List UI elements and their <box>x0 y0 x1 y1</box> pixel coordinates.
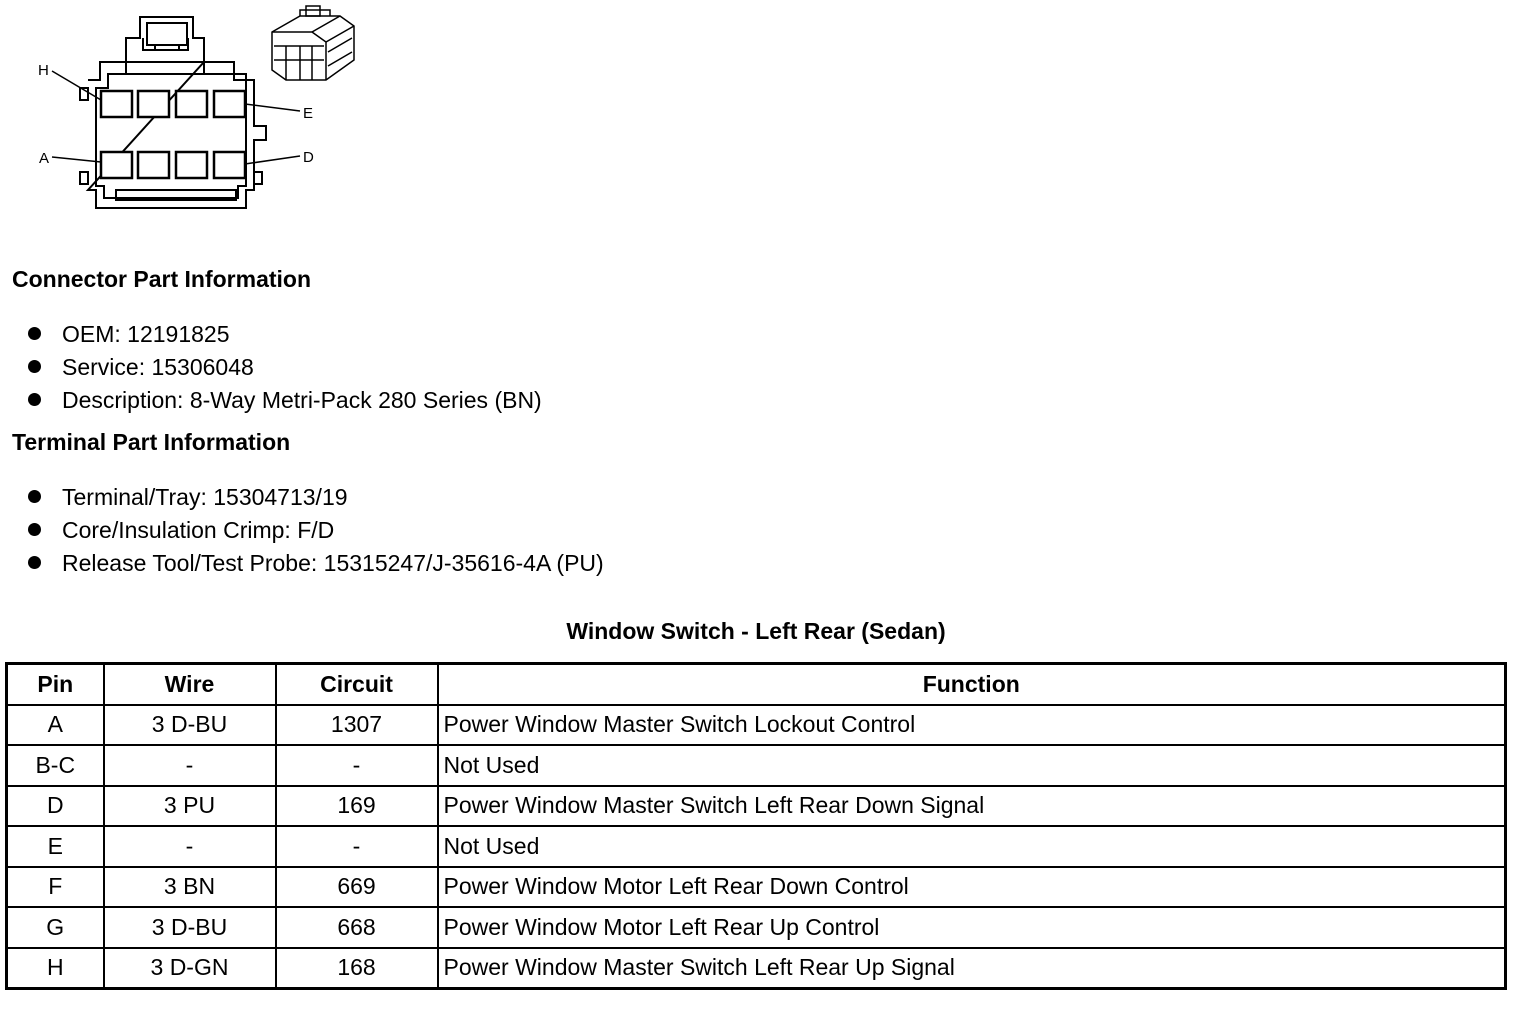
cell-function: Power Window Motor Left Rear Up Control <box>438 907 1506 948</box>
header-wire: Wire <box>104 664 276 705</box>
cell-circuit: 669 <box>276 867 438 908</box>
list-item: Service: 15306048 <box>28 351 542 384</box>
cell-pin: B-C <box>7 745 104 786</box>
cell-wire: - <box>104 826 276 867</box>
cell-function: Power Window Master Switch Left Rear Up Signal <box>438 948 1506 989</box>
cell-circuit: 1307 <box>276 705 438 746</box>
terminal-info-title: Terminal Part Information <box>12 429 291 455</box>
bullet-icon <box>28 393 41 406</box>
cell-wire: 3 BN <box>104 867 276 908</box>
cavity-label-d: D <box>303 149 314 166</box>
bullet-icon <box>28 490 41 503</box>
list-item: OEM: 12191825 <box>28 318 542 351</box>
cell-wire: 3 D-GN <box>104 948 276 989</box>
cell-circuit: - <box>276 826 438 867</box>
cell-function: Power Window Master Switch Left Rear Down Signal <box>438 786 1506 827</box>
cell-wire: 3 D-BU <box>104 907 276 948</box>
list-item: Description: 8-Way Metri-Pack 280 Series (BN) <box>28 384 542 417</box>
cell-circuit: 168 <box>276 948 438 989</box>
cell-circuit: 668 <box>276 907 438 948</box>
connector-isometric-icon <box>272 6 354 80</box>
list-item: Core/Insulation Crimp: F/D <box>28 514 604 547</box>
header-circuit: Circuit <box>276 664 438 705</box>
cell-pin: E <box>7 826 104 867</box>
table-header-row <box>7 664 1506 705</box>
cell-wire: - <box>104 745 276 786</box>
connector-diagram <box>0 0 380 230</box>
table-title: Window Switch - Left Rear (Sedan) <box>566 618 946 644</box>
header-pin: Pin <box>7 664 104 705</box>
terminal-info-list <box>28 481 604 580</box>
table-row <box>7 745 1506 786</box>
table-row <box>7 826 1506 867</box>
cell-wire: 3 D-BU <box>104 705 276 746</box>
cavity-label-h: H <box>38 62 49 79</box>
cell-pin: A <box>7 705 104 746</box>
cell-pin: H <box>7 948 104 989</box>
cell-pin: D <box>7 786 104 827</box>
bullet-icon <box>28 523 41 536</box>
header-function: Function <box>438 664 1506 705</box>
cell-circuit: 169 <box>276 786 438 827</box>
bullet-icon <box>28 556 41 569</box>
bullet-icon <box>28 360 41 373</box>
table-row <box>7 786 1506 827</box>
cell-pin: G <box>7 907 104 948</box>
cavity-grid <box>101 91 245 178</box>
cell-wire: 3 PU <box>104 786 276 827</box>
list-item: Terminal/Tray: 15304713/19 <box>28 481 604 514</box>
table-row <box>7 705 1506 746</box>
table-row <box>7 907 1506 948</box>
cell-pin: F <box>7 867 104 908</box>
bullet-icon <box>28 327 41 340</box>
cavity-label-a: A <box>39 150 50 167</box>
cell-function: Power Window Motor Left Rear Down Control <box>438 867 1506 908</box>
table-row <box>7 948 1506 989</box>
connector-info-list <box>28 318 542 417</box>
cell-function: Not Used <box>438 826 1506 867</box>
cavity-label-e: E <box>303 105 314 122</box>
table-row <box>7 867 1506 908</box>
list-item: Release Tool/Test Probe: 15315247/J-35616-4A (PU) <box>28 547 604 580</box>
cell-circuit: - <box>276 745 438 786</box>
pinout-table <box>5 662 1507 990</box>
cell-function: Not Used <box>438 745 1506 786</box>
cell-function: Power Window Master Switch Lockout Control <box>438 705 1506 746</box>
connector-info-title: Connector Part Information <box>12 266 312 292</box>
